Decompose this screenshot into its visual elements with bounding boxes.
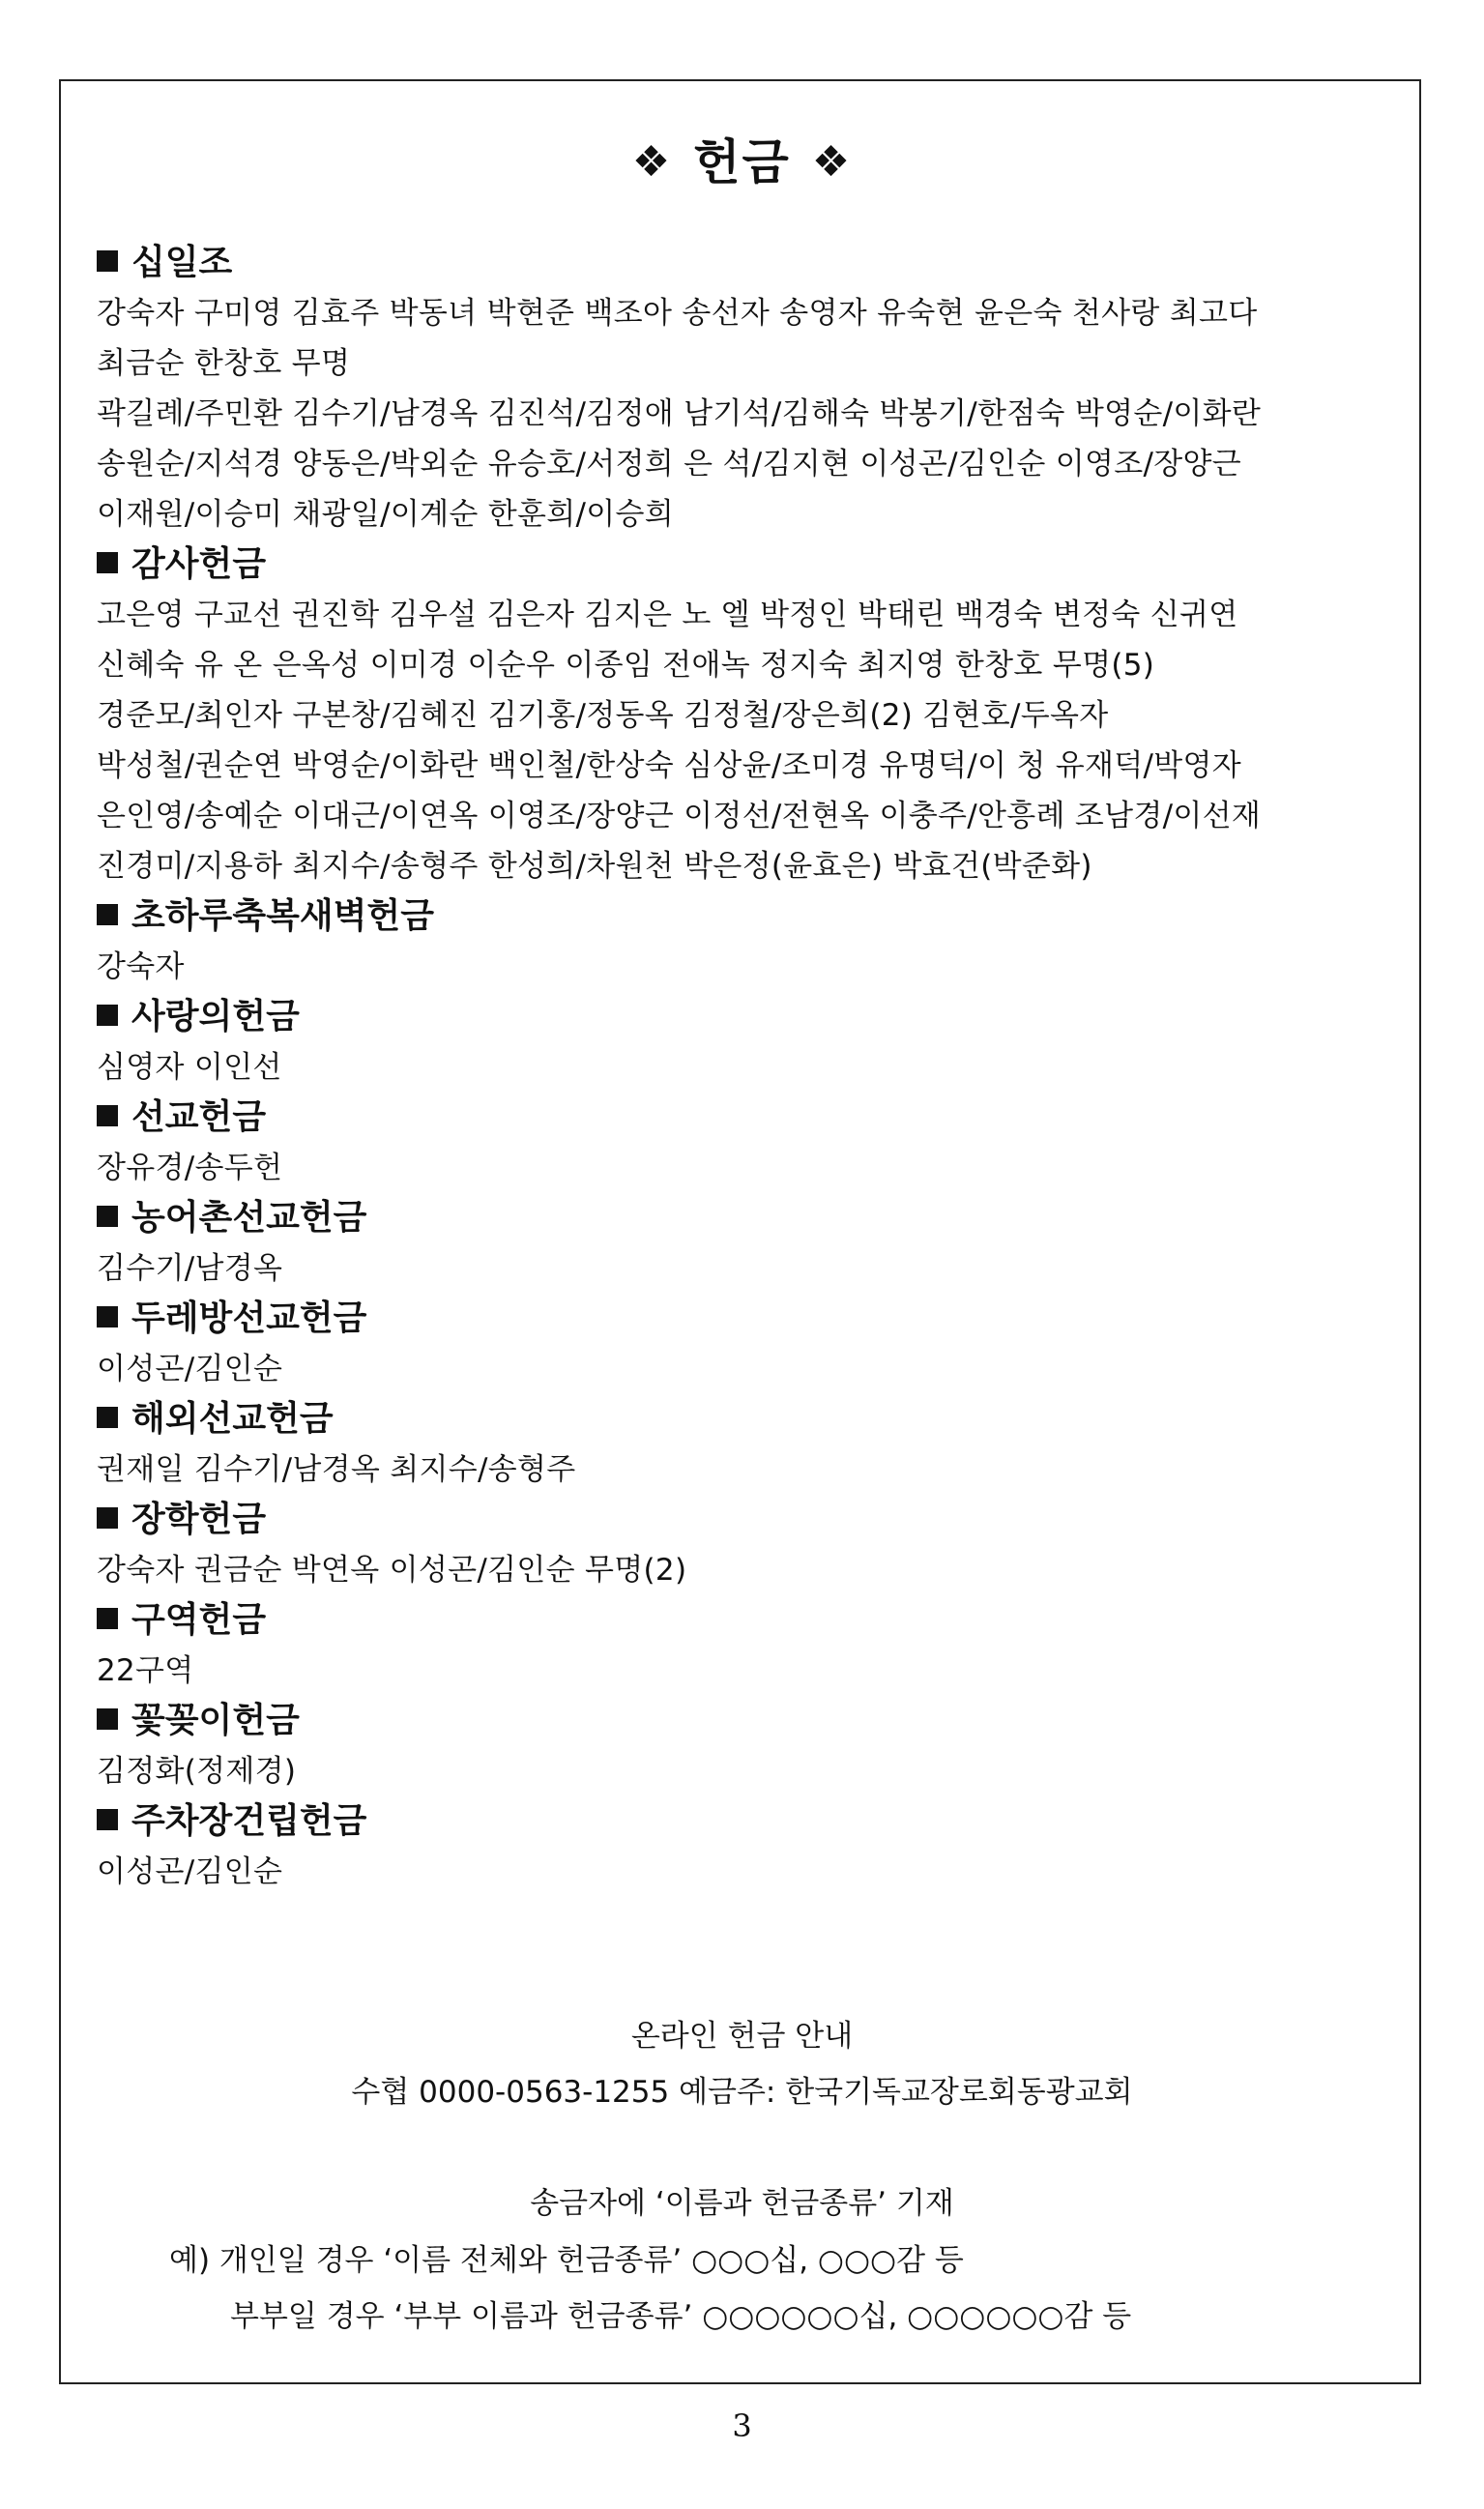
square-bullet-icon [97,904,118,925]
section-heading-text: 감사헌금 [131,544,267,584]
donor-line: 최금순 한창호 무명 [97,346,351,381]
section-heading [97,1495,1392,1545]
square-bullet-icon [97,1306,118,1327]
square-bullet-icon [97,250,118,272]
section-heading-text: 구역헌금 [131,1600,267,1640]
section-heading-text: 농어촌선교헌금 [131,1198,367,1238]
square-bullet-icon [97,1407,118,1428]
square-bullet-icon [97,1206,118,1227]
ornament-icon: ❖ [631,137,673,187]
section-heading [97,1595,1392,1646]
donor-line: 이성곤/김인순 [97,1352,283,1386]
square-bullet-icon [97,1809,118,1830]
donor-line: 은인영/송예순 이대근/이연옥 이영조/장양근 이정선/전현옥 이충주/안흥례 조남경/이선재 [97,799,1262,833]
donor-line: 22구역 [97,1653,194,1688]
title-text: 헌금 [693,134,791,190]
section-heading-text: 십일조 [131,243,233,282]
donor-line: 강숙자 [97,949,185,984]
ornament-icon: ❖ [811,137,853,187]
square-bullet-icon [97,1507,118,1529]
donor-line: 강숙자 권금순 박연옥 이성곤/김인순 무명(2) [97,1553,687,1588]
donor-line: 이재원/이승미 채광일/이계순 한훈희/이승희 [97,497,674,532]
donor-line: 김정화(정제경) [97,1754,297,1789]
donor-line: 박성철/권순연 박영순/이화란 백인철/한상숙 심상윤/조미경 유명덕/이 청 유재덕/박영자 [97,748,1241,783]
online-example-couple: 부부일 경우 ‘부부 이름과 헌금종류’ ○○○○○○십, ○○○○○○감 등 [230,2299,1132,2334]
section-heading [97,540,1392,590]
section-heading [97,992,1392,1042]
section-heading [97,1696,1392,1746]
donor-line: 경준모/최인자 구본창/김혜진 김기홍/정동옥 김정철/장은희(2) 김현호/두옥자 [97,698,1109,733]
section-heading [97,238,1392,288]
section-heading-text: 꽃꽂이헌금 [131,1701,300,1740]
page-number: 3 [732,2407,752,2444]
section-heading-text: 장학헌금 [131,1500,267,1539]
section-heading [97,1294,1392,1344]
online-offering-title: 온라인 헌금 안내 [630,2019,854,2054]
square-bullet-icon [97,1105,118,1126]
online-account-info: 수협 0000-0563-1255 예금주: 한국기독교장로회동광교회 [351,2075,1133,2110]
donor-line: 신혜숙 유 온 은옥성 이미경 이순우 이종임 전애녹 정지숙 최지영 한창호 무명(5) [97,648,1155,683]
donor-line: 강숙자 구미영 김효주 박동녀 박현준 백조아 송선자 송영자 유숙현 윤은숙 천사랑 최고다 [97,296,1258,331]
section-heading-text: 초하루축복새벽헌금 [131,896,434,936]
square-bullet-icon [97,1005,118,1026]
section-heading-text: 두레방선교헌금 [131,1298,367,1338]
section-heading [97,1193,1392,1243]
donor-line: 고은영 구교선 권진학 김우설 김은자 김지은 노 엘 박정인 박태린 백경숙 변정숙 신귀연 [97,598,1238,632]
page-title [0,124,1484,193]
offering-sections [97,238,1392,1897]
donor-line: 송원순/지석경 양동은/박외순 유승호/서정희 은 석/김지현 이성곤/김인순 이영조/장양근 [97,447,1241,481]
donor-line: 곽길례/주민환 김수기/남경옥 김진석/김정애 남기석/김해숙 박봉기/한점숙 박영순/이화란 [97,396,1262,431]
section-heading-text: 사랑의헌금 [131,997,300,1036]
section-heading [97,1796,1392,1847]
square-bullet-icon [97,1608,118,1629]
section-heading-text: 해외선교헌금 [131,1399,334,1439]
square-bullet-icon [97,552,118,573]
donor-line: 김수기/남경옥 [97,1251,283,1286]
square-bullet-icon [97,1708,118,1730]
online-note: 송금자에 ‘이름과 헌금종류’ 기재 [530,2186,954,2221]
section-heading-text: 선교헌금 [131,1097,267,1137]
section-heading [97,1093,1392,1143]
donor-line: 진경미/지용하 최지수/송형주 한성희/차원천 박은정(윤효은) 박효건(박준화) [97,849,1092,884]
donor-line: 장유경/송두헌 [97,1151,283,1185]
section-heading [97,891,1392,942]
section-heading-text: 주차장건립헌금 [131,1801,367,1841]
online-example-individual: 예) 개인일 경우 ‘이름 전체와 헌금종류’ ○○○십, ○○○감 등 [169,2243,964,2278]
section-heading [97,1394,1392,1444]
donor-line: 심영자 이인선 [97,1050,282,1085]
donor-line: 권재일 김수기/남경옥 최지수/송형주 [97,1452,576,1487]
donor-line: 이성곤/김인순 [97,1854,283,1889]
